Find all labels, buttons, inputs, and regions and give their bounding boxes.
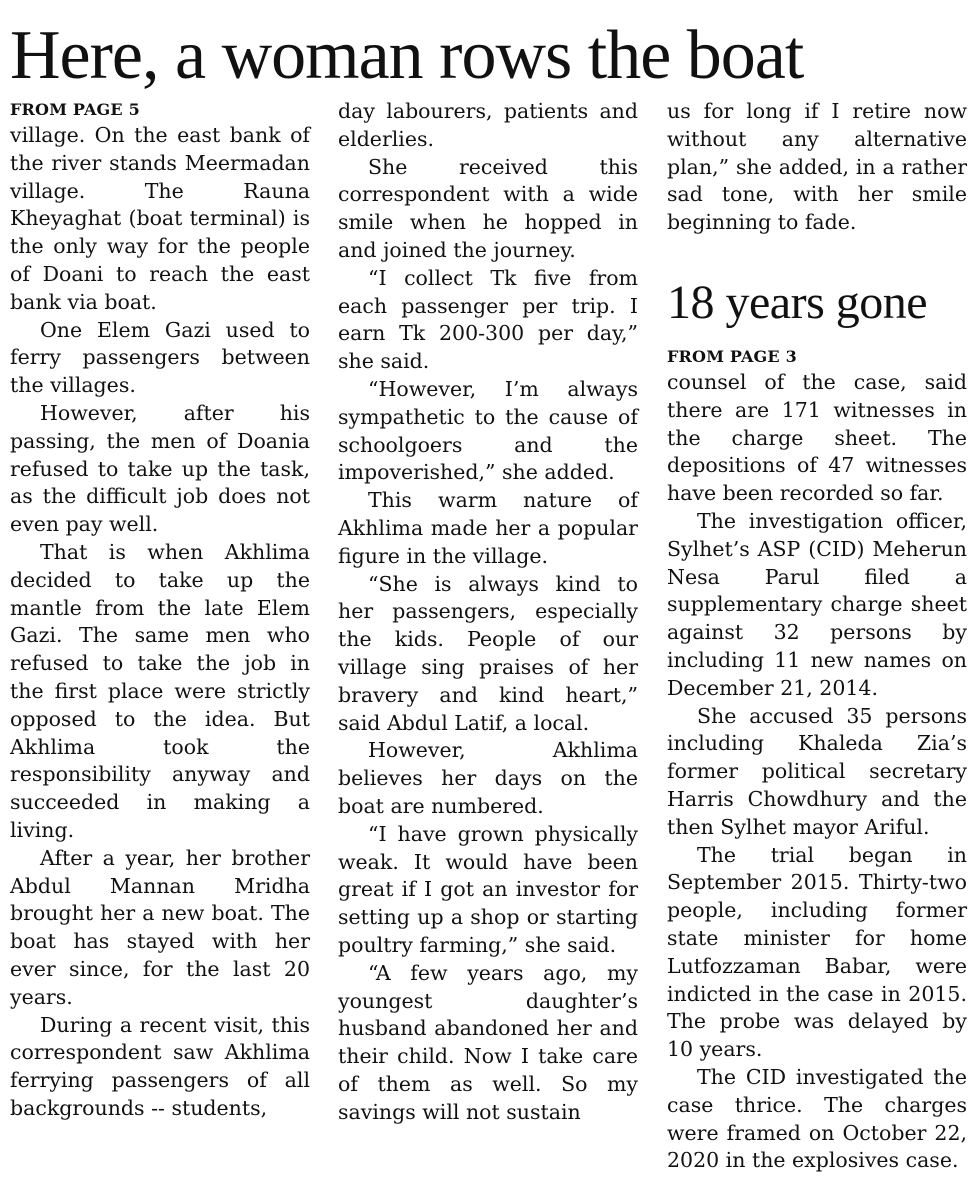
jump-line: FROM PAGE 3	[667, 346, 797, 366]
paragraph: The CID investigated the case thrice. The charges were framed on October 22, 2020 in the explosives case.	[667, 1064, 967, 1173]
paragraph: The trial began in September 2015. Thirty-two people, including former state minister for home Lutfozzaman Babar, were indicted in the case in 2015. The probe was delayed by 10 years.	[667, 842, 967, 1062]
story1-column-2	[338, 98, 638, 1126]
paragraph: This warm nature of Akhlima made her a popular figure in the village.	[338, 488, 638, 568]
jump-line: FROM PAGE 5	[10, 100, 140, 119]
paragraph: She accused 35 persons including Khaleda Zia’s former political secretary Harris Chowdhury and the then Sylhet mayor Ariful.	[667, 703, 967, 839]
story1-column-1	[10, 98, 310, 1123]
paragraph: “However, I’m always sympathetic to the cause of schoolgoers and the impoverished,” she added.	[338, 376, 638, 485]
column-3	[667, 98, 967, 1175]
paragraph: village. On the east bank of the river stands Meermadan village. The Rauna Kheyaghat (boat terminal) is the only way for the people of Doani to reach the east bank via boat.	[10, 123, 310, 314]
paragraph: After a year, her brother Abdul Mannan Mridha brought her a new boat. The boat has stayed with her ever since, for the last 20 years.	[10, 845, 310, 1009]
paragraph: “I have grown physically weak. It would have been great if I got an investor for setting up a shop or starting poultry farming,” she said.	[338, 821, 638, 957]
paragraph: The investigation officer, Sylhet’s ASP (CID) Meherun Nesa Parul filed a supplementary charge sheet against 32 persons by including 11 new names on December 21, 2014.	[667, 508, 967, 700]
paragraph: “I collect Tk five from each passenger per trip. I earn Tk 200-300 per day,” she said.	[338, 265, 638, 374]
paragraph: “She is always kind to her passengers, especially the kids. People of our village sing praises of her bravery and kind heart,” said Abdul Latif, a local.	[338, 571, 638, 735]
paragraph: However, after his passing, the men of Doania refused to take up the task, as the difficult job does not even pay well.	[10, 400, 310, 537]
story2-headline: 18 years gone	[667, 275, 928, 329]
paragraph: However, Akhlima believes her days on the boat are numbered.	[338, 738, 638, 818]
paragraph: That is when Akhlima decided to take up the mantle from the late Elem Gazi. The same men who refused to take the job in the first place were strictly opposed to the idea. But Akhlima took the responsibility anyway and succeeded in making a living.	[10, 539, 310, 842]
paragraph: During a recent visit, this correspondent saw Akhlima ferrying passengers of all backgrounds -- students,	[10, 1012, 310, 1120]
paragraph: counsel of the case, said there are 171 witnesses in the charge sheet. The depositions of 47 witnesses have been recorded so far.	[667, 369, 967, 506]
paragraph: One Elem Gazi used to ferry passengers between the villages.	[10, 317, 310, 398]
paragraph: us for long if I retire now without any alternative plan,” she added, in a rather sad tone, with her smile beginning to fade.	[667, 99, 967, 235]
main-headline: Here, a woman rows the boat	[10, 17, 804, 94]
paragraph: “A few years ago, my youngest daughter’s husband abandoned her and their child. Now I take care of them as well. So my savings will not sustain	[338, 960, 638, 1124]
paragraph: She received this correspondent with a wide smile when he hopped in and joined the journey.	[338, 154, 638, 262]
paragraph: day labourers, patients and elderlies.	[338, 99, 638, 151]
